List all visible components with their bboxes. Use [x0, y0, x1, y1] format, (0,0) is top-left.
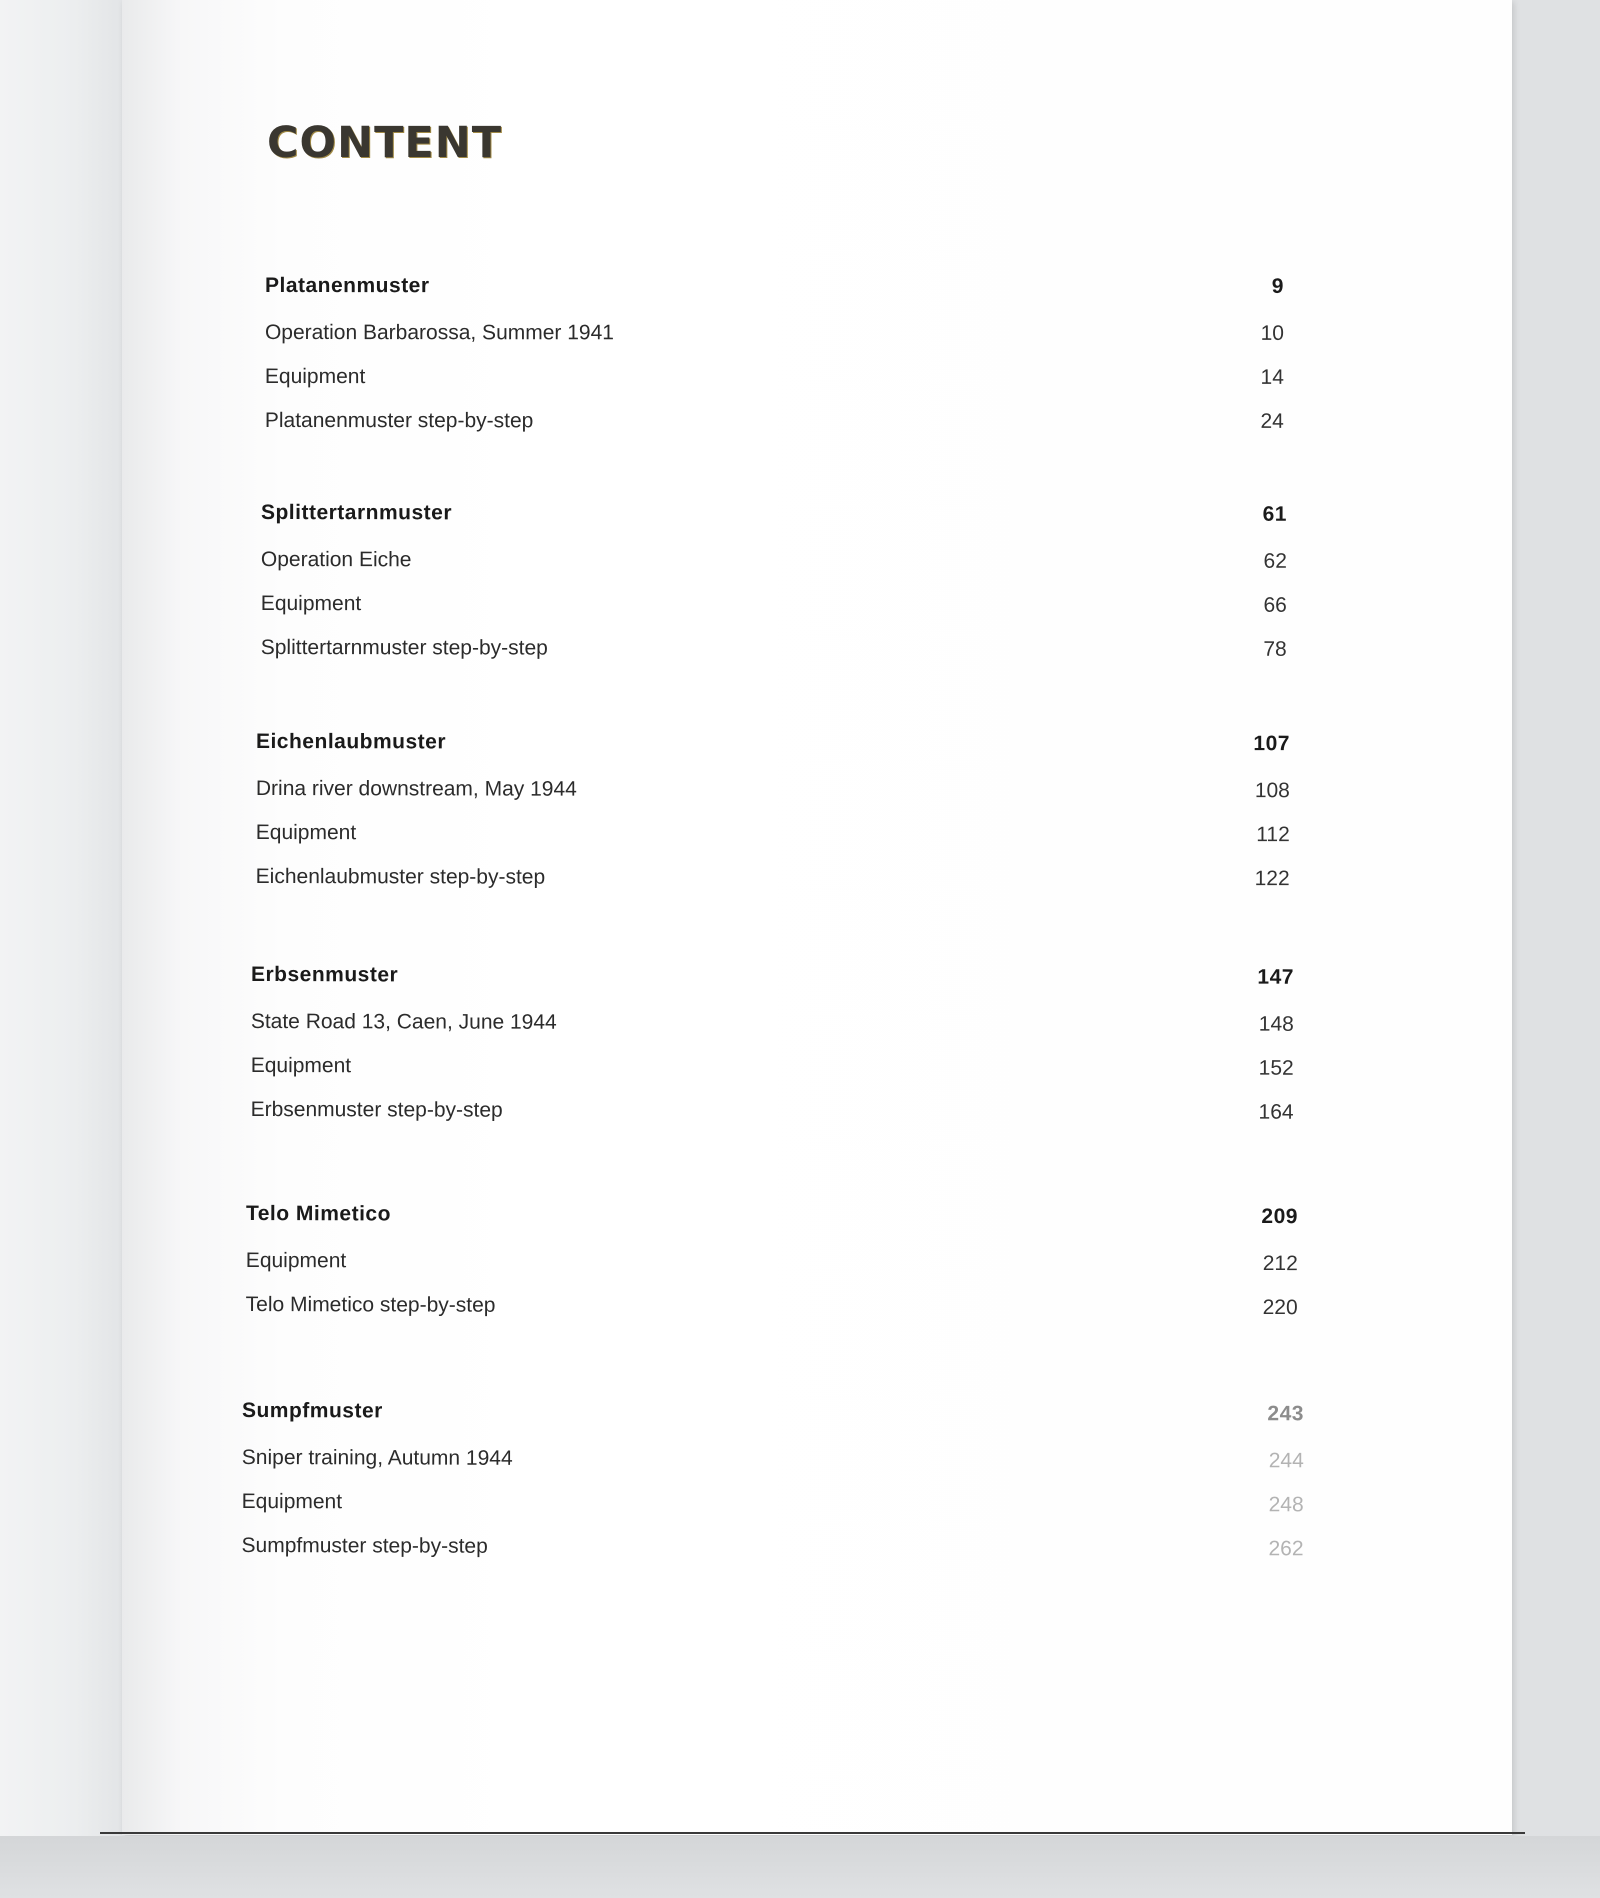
section-page-number: 209 [1261, 1205, 1298, 1229]
entry-page-number: 152 [1258, 1056, 1294, 1080]
section-page-number: 243 [1267, 1402, 1304, 1426]
toc-section-telo-mimetico [245, 1202, 1338, 1405]
toc-entry [265, 321, 1324, 366]
section-title: Splittertarnmuster [260, 501, 453, 525]
section-title: Eichenlaubmuster [255, 730, 447, 754]
entry-title: Equipment [250, 1053, 352, 1078]
entry-title: Sumpfmuster step-by-step [241, 1533, 488, 1558]
entry-title: Equipment [260, 591, 362, 616]
toc-entry [242, 1490, 1344, 1537]
section-page-number: 9 [1271, 274, 1284, 298]
entry-page-number: 148 [1258, 1012, 1294, 1036]
entry-title: Eichenlaubmuster step-by-step [255, 864, 546, 889]
section-heading [251, 963, 1334, 1013]
toc-section-platanenmuster [265, 274, 1324, 475]
entry-page-number: 10 [1260, 321, 1284, 345]
entry-page-number: 14 [1260, 365, 1284, 389]
toc-entry [246, 1293, 1338, 1340]
entry-page-number: 244 [1268, 1449, 1304, 1473]
entry-page-number: 24 [1260, 409, 1284, 433]
toc-entry [261, 592, 1327, 638]
entry-title: Equipment [264, 364, 366, 389]
section-title: Platanenmuster [264, 274, 430, 298]
toc-section-eichenlaubmuster [256, 730, 1330, 932]
entry-title: Equipment [245, 1248, 347, 1273]
entry-title: Sniper training, Autumn 1944 [241, 1445, 513, 1470]
entry-title: Platanenmuster step-by-step [264, 408, 534, 433]
entry-title: Erbsenmuster step-by-step [250, 1097, 503, 1122]
toc-entry [261, 636, 1327, 682]
toc-entry [241, 1534, 1343, 1581]
entry-page-number: 164 [1258, 1100, 1294, 1124]
section-heading [261, 501, 1327, 550]
section-heading [246, 1202, 1338, 1252]
toc-entry [265, 409, 1324, 454]
toc-entry [251, 1054, 1334, 1101]
entry-page-number: 62 [1263, 549, 1287, 573]
section-title: Sumpfmuster [241, 1399, 383, 1423]
toc-entry [265, 365, 1324, 410]
entry-page-number: 112 [1256, 823, 1290, 847]
page-title: CONTENT [267, 118, 503, 168]
section-page-number: 61 [1262, 502, 1287, 526]
section-heading [242, 1399, 1344, 1449]
entry-title: Drina river downstream, May 1944 [255, 776, 577, 801]
entry-page-number: 220 [1262, 1296, 1298, 1320]
entry-title: Equipment [255, 820, 357, 845]
entry-title: State Road 13, Caen, June 1944 [250, 1009, 557, 1034]
toc-entry [251, 1010, 1334, 1057]
entry-title: Telo Mimetico step-by-step [245, 1292, 496, 1317]
entry-page-number: 122 [1254, 867, 1290, 891]
toc-entry [251, 1098, 1334, 1145]
entry-page-number: 108 [1254, 779, 1290, 803]
entry-title: Splittertarnmuster step-by-step [260, 635, 548, 660]
entry-title: Equipment [241, 1489, 343, 1514]
toc-section-erbsenmuster [250, 963, 1334, 1166]
entry-page-number: 212 [1262, 1252, 1298, 1276]
toc-entry [256, 865, 1330, 911]
entry-page-number: 78 [1263, 637, 1287, 661]
toc-entry [242, 1446, 1344, 1493]
toc-section-splittertarnmuster [261, 501, 1327, 703]
entry-page-number: 262 [1268, 1537, 1304, 1561]
entry-page-number: 66 [1263, 593, 1287, 617]
section-heading [265, 274, 1324, 322]
section-heading [256, 730, 1330, 779]
entry-title: Operation Barbarossa, Summer 1941 [264, 320, 614, 345]
entry-title: Operation Eiche [260, 547, 412, 572]
section-title: Erbsenmuster [250, 963, 399, 987]
section-title: Telo Mimetico [245, 1202, 391, 1226]
section-page-number: 147 [1257, 965, 1294, 989]
section-page-number: 107 [1253, 732, 1290, 756]
toc-entry [261, 548, 1327, 594]
toc-entry [256, 821, 1330, 867]
toc-entry [246, 1249, 1338, 1296]
entry-page-number: 248 [1268, 1493, 1304, 1517]
toc-entry [256, 777, 1330, 823]
toc-section-sumpfmuster [241, 1399, 1344, 1602]
